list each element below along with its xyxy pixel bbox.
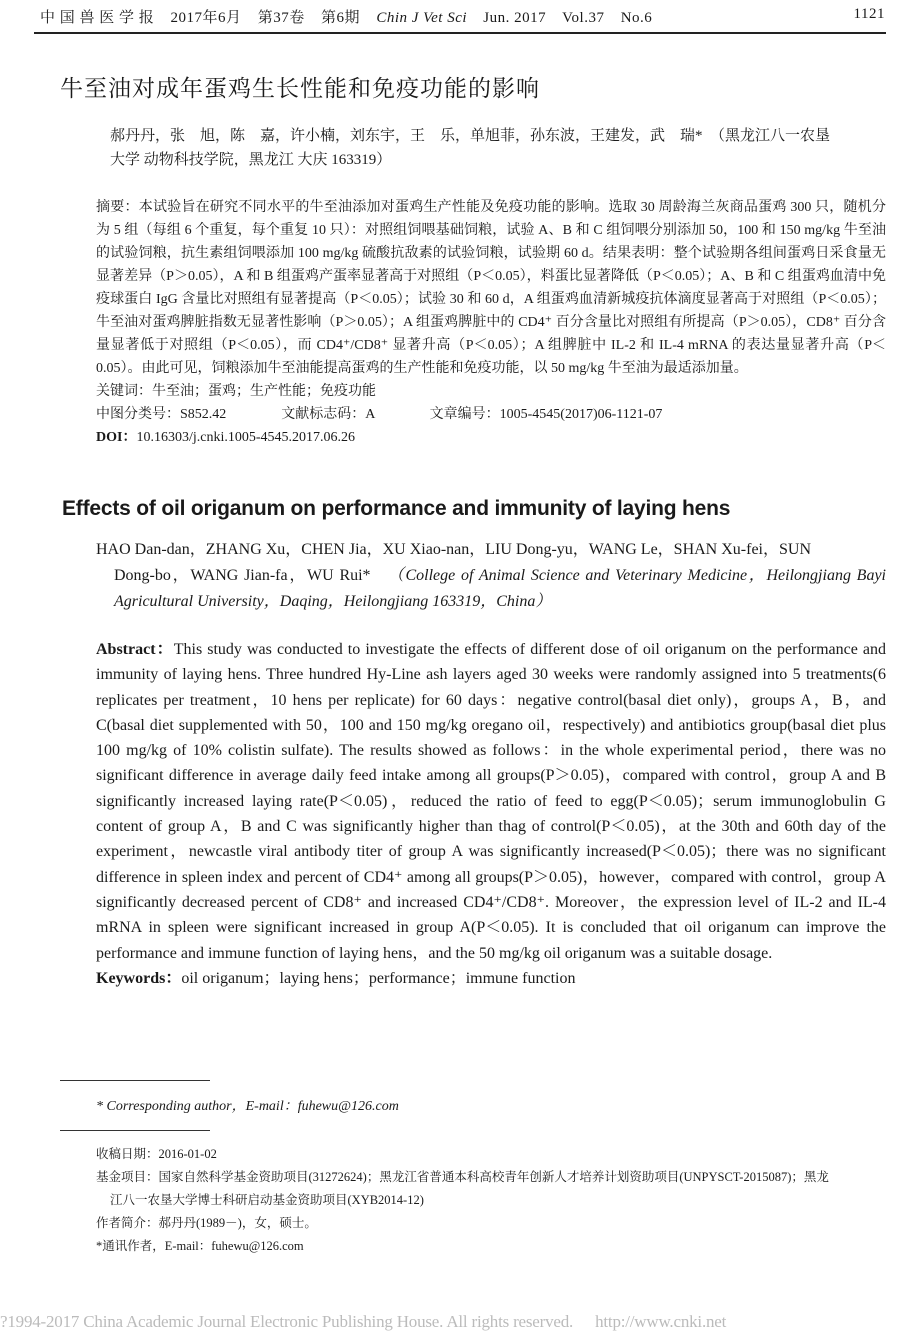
classification-line [96,403,886,426]
english-abstract-block [96,637,886,991]
journal-name-en: Chin J Vet Sci [376,10,468,26]
abstract-text-cn: 本试验旨在研究不同水平的牛至油添加对蛋鸡生产性能及免疫功能的影响。选取 30 周龄海兰灰商品蛋鸡 300 只，随机分为 5 组（每组 6 个重复，每个重复 10 只）：对照组饲喂基础饲粮，试验 A、B 和 C 组饲喂分别添加 50，100 和 150 mg/kg 牛至油的试验饲粮，抗生素组饲喂添加 100 mg/kg 硫酸抗敌素的试验饲粮，试验期 60 d。结果表明：整个试验期各组间蛋鸡日采食量无显著差异（P＞0.05），A 和 B 组蛋鸡产蛋率显著高于对照组（P＜0.05），料蛋比显著降低（P＜0.05）；A、B 和 C 组蛋鸡血清中免疫球蛋白 IgG 含量比对照组有显著提高（P＜0.05）；试验 30 和 60 d，A 组蛋鸡血清新城疫抗体滴度显著高于对照组（P＜0.05）；牛至油对蛋鸡脾脏指数无显著性影响（P＞0.05）；A 组蛋鸡脾脏中的 CD4⁺ 百分含量比对照组有所提高（P＞0.05），CD8⁺ 百分含量显著低于对照组（P＜0.05），而 CD4⁺/CD8⁺ 显著升高（P＜0.05）；A 组脾脏中 IL-2 和 IL-4 mRNA 的表达量显著升高（P＜0.05）。由此可见，饲粮添加牛至油能提高蛋鸡的生产性能和免疫功能，以 50 mg/kg 牛至油为最适添加量。 [96,200,887,376]
copyright-watermark [0,1312,726,1332]
author-intro: 作者简介：郝丹丹(1989－)，女，硕士。 [96,1216,317,1230]
journal-name-cn: 中 国 兽 医 学 报 [40,10,155,26]
chinese-abstract [96,196,886,380]
doc-code-label: 文献标志码： [281,407,366,422]
footnote-rule [60,1080,210,1081]
received-date: 收稿日期：2016-01-02 [96,1147,217,1161]
clc-label: 中图分类号： [96,407,180,422]
footnotes [96,1143,886,1258]
corresponding-author-cn: *通讯作者，E-mail：fuhewu@126.com [96,1239,304,1253]
english-authors-line2: Dong-bo，WANG Jian-fa，WU Rui* [114,567,371,584]
chinese-authors-line: 郝丹丹，张 旭，陈 嘉，许小楠，刘东宇，王 乐，单旭菲，孙东波，王建发，武 瑞* （黑龙江八一农垦 [110,128,831,144]
chinese-title: 牛至油对成年蛋鸡生长性能和免疫功能的影响 [60,76,540,101]
issue-en: No.6 [620,10,653,26]
corresponding-author-en: * Corresponding author，E-mail：fuhewu@126.com [96,1099,399,1114]
keywords-text-en: oil origanum；laying hens；performance；immune function [181,969,576,987]
abstract-label-en: Abstract： [96,641,174,658]
doi-value[interactable]: 10.16303/j.cnki.1005-4545.2017.06.26 [136,430,355,445]
header-rule [34,32,886,34]
issue-date-en: Jun. 2017 [483,10,547,26]
keywords-text-cn: 牛至油；蛋鸡；生产性能；免疫功能 [152,384,376,399]
keywords-label-cn: 关键词： [96,384,152,399]
doi-label: DOI： [96,430,137,445]
article-no-label: 文章编号： [429,407,500,422]
chinese-authors [110,124,890,172]
english-authors-cont [96,563,886,615]
volume-en: Vol.37 [562,10,605,26]
fund-info: 基金项目：国家自然科学基金资助项目(31272624)；黑龙江省普通本科高校青年创新人才培养计划资助项目(UNPYSCT-2015087)；黑龙 [96,1170,829,1184]
footnote-rule-2 [60,1130,210,1131]
article-no-value: 1005-4545(2017)06-1121-07 [499,407,663,422]
english-keywords [96,966,886,991]
running-header [40,6,885,28]
clc-value: S852.42 [180,407,227,422]
chinese-abstract-block [96,196,886,449]
english-title: Effects of oil origanum on performance and immunity of laying hens [62,497,731,520]
keywords-label-en: Keywords： [96,969,182,987]
issue-date-cn: 2017年6月 [170,10,242,26]
chinese-keywords [96,380,886,403]
chinese-affiliation: 大学 动物科技学院，黑龙江 大庆 163319） [110,152,392,168]
fund-info-cont: 江八一农垦大学博士科研启动基金资助项目(XYB2014-12) [110,1193,424,1207]
volume-cn: 第37卷 [257,10,305,26]
abstract-text-en: This study was conducted to investigate the effects of different dose of oil origanum on the performance and immunity of laying hens. Three hundred Hy-Line ash layers aged 30 weeks were randomly assigned into 5 treatments(6 replicates per treatment，10 hens per replicate) for 60 days：negative control(basal diet only)，groups A，B，and C(basal diet supplemented with 50，100 and 150 mg/kg oregano oil，respectively) and antibiotics group(basal diet plus 100 mg/kg of 10% colistin sulfate). The results showed as follows：in the whole experimental period，there was no significant difference in average daily feed intake among all groups(P＞0.05)，compared with control，group A and B significantly increased laying rate(P＜0.05)，reduced the ratio of feed to egg(P＜0.05)；serum immunoglobulin G content of group A，B and C was significantly higher than thag of control(P＜0.05)，at the 30th and 60th day of the experiment，newcastle viral antibody titer of group A was significantly increased(P＜0.05)；there was no significant difference in spleen index and percent of CD4⁺ among all groups(P＞0.05)，however，compared with control，group A significantly decreased percent of CD8⁺ and increased CD4⁺/CD8⁺. Moreover，the expression level of IL-2 and IL-4 mRNA in spleen were significant increased in group A(P＜0.05). It is concluded that oil origanum can improve the performance and immune function of laying hens，and the 50 mg/kg oil origanum was a suitable dosage. [96,641,887,962]
english-abstract [96,637,886,966]
english-authors-line: HAO Dan-dan，ZHANG Xu，CHEN Jia，XU Xiao-nan，LIU Dong-yu，WANG Le，SHAN Xu-fei，SUN [96,541,812,558]
abstract-label-cn: 摘要： [96,200,139,215]
english-affiliation: （College of Animal Science and Veterinary Medicine，Heilongjiang Bayi Agricultural University，Daqing，Heilongjiang 163319，China） [114,567,886,610]
copyright-text: ?1994-2017 China Academic Journal Electronic Publishing House. All rights reserved. [0,1312,574,1331]
cnki-link[interactable]: http://www.cnki.net [595,1312,727,1331]
page-number: 1121 [853,6,885,22]
issue-cn: 第6期 [321,10,361,26]
doi-line [96,426,886,449]
english-authors [96,537,886,615]
doc-code-value: A [365,407,375,422]
